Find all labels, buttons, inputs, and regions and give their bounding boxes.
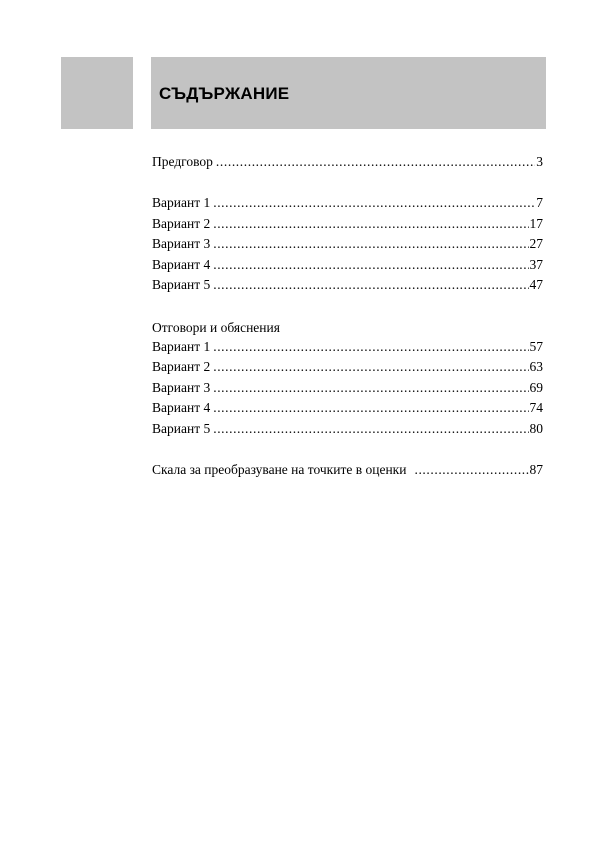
- toc-entry-label: Вариант 4: [152, 256, 211, 272]
- toc-entry-label: Вариант 2: [152, 359, 211, 374]
- dot-leader: [213, 216, 528, 232]
- title-bar: [151, 57, 546, 129]
- toc-entry-label: Вариант 3: [152, 379, 211, 395]
- toc-page-number: 7: [536, 195, 543, 210]
- toc-entry-label: Вариант 5: [152, 420, 211, 436]
- toc-entry-label: Вариант 1: [152, 195, 211, 210]
- side-decoration-block: [61, 57, 133, 129]
- dot-leader: [213, 359, 528, 375]
- toc-entry-answers-variant-1[interactable]: [152, 339, 543, 360]
- toc-entry-answers-variant-3[interactable]: [152, 380, 543, 401]
- toc-page-number: 37: [529, 256, 543, 272]
- dot-leader: [213, 339, 528, 355]
- toc-entry-answers-variant-4[interactable]: [152, 400, 543, 421]
- toc-entry-answers-variant-2[interactable]: [152, 359, 543, 380]
- dot-leader: [213, 195, 535, 211]
- toc-section-heading: Отговори и обяснения: [152, 320, 280, 335]
- toc-entry-label: Скала за преобразуване на точките в оценки: [152, 461, 407, 477]
- dot-leader: [213, 257, 528, 273]
- dot-leader: [213, 380, 528, 396]
- toc-page-number: 74: [529, 400, 543, 415]
- page-title: СЪДЪРЖАНИЕ: [159, 84, 290, 103]
- toc-entry-variant-1[interactable]: [152, 195, 543, 216]
- toc-entry-variant-4[interactable]: [152, 257, 543, 278]
- toc-page-number: 3: [536, 154, 543, 169]
- dot-leader: [216, 154, 535, 170]
- toc-page-number: 87: [529, 461, 543, 477]
- toc-page-number: 57: [529, 338, 543, 354]
- toc-entry-variant-2[interactable]: [152, 216, 543, 237]
- dot-leader: [414, 462, 528, 478]
- section-spacer: [152, 175, 543, 196]
- toc-entry-variant-3[interactable]: [152, 236, 543, 257]
- toc-page-number: 80: [529, 420, 543, 436]
- dot-leader: [213, 277, 528, 293]
- toc-entry-label: Вариант 1: [152, 338, 211, 354]
- toc-entry-label: Вариант 4: [152, 400, 211, 415]
- dot-leader: [213, 421, 528, 437]
- dot-leader: [213, 236, 528, 252]
- toc-entry-label: Вариант 5: [152, 277, 211, 292]
- table-of-contents: [152, 154, 543, 482]
- toc-page-number: 47: [529, 277, 543, 292]
- toc-entry-answers-variant-5[interactable]: [152, 421, 543, 442]
- toc-entry-label: Вариант 2: [152, 215, 211, 231]
- toc-entry-label: Вариант 3: [152, 236, 211, 251]
- toc-page-number: 17: [529, 215, 543, 231]
- toc-page-number: 63: [529, 359, 543, 374]
- dot-leader: [213, 400, 528, 416]
- toc-entry-preface[interactable]: [152, 154, 543, 175]
- section-spacer: [152, 441, 543, 462]
- toc-entry-scale[interactable]: [152, 462, 543, 483]
- toc-entry-variant-5[interactable]: [152, 277, 543, 298]
- toc-page-number: 69: [529, 379, 543, 395]
- toc-page-number: 27: [529, 236, 543, 251]
- section-spacer: [152, 298, 543, 319]
- toc-entry-label: Предговор: [152, 154, 213, 169]
